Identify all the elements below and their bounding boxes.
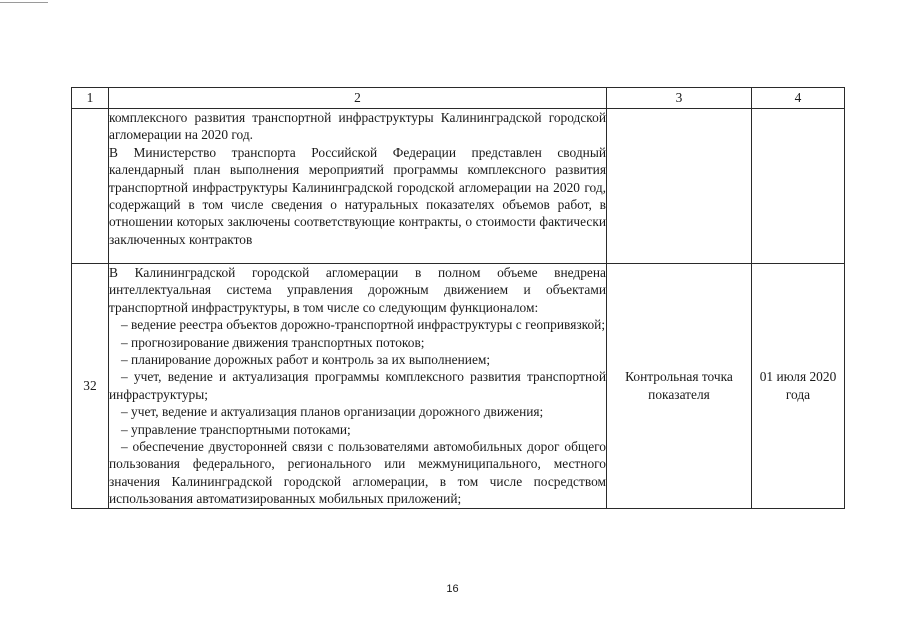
list-item: – учет, ведение и актуализация планов организации дорожного движения;: [121, 404, 544, 420]
corner-line: [0, 2, 48, 3]
list-item: – учет, ведение и актуализация программы комплексного развития транспортной инфраструктуры;: [109, 369, 606, 402]
header-col-3: 3: [607, 88, 752, 109]
row-number: [72, 109, 109, 264]
list-item: – ведение реестра объектов дорожно-транспортной инфраструктуры с геопривязкой;: [121, 317, 606, 333]
header-col-1: 1: [72, 88, 109, 109]
row-type: Контрольная точка показателя: [607, 264, 752, 509]
paragraph: комплексного развития транспортной инфраструктуры Калининградской городской агломерации на 2020 год.: [109, 110, 606, 143]
row-number: 32: [72, 264, 109, 509]
row-description: [109, 264, 607, 509]
table-row: [72, 264, 845, 509]
page-number: 16: [446, 583, 459, 595]
document-table: [71, 87, 845, 509]
row-date: [752, 109, 845, 264]
row-description: [109, 109, 607, 264]
table-row: [72, 109, 845, 264]
table-header-row: [72, 88, 845, 109]
header-col-4: 4: [752, 88, 845, 109]
row-type: [607, 109, 752, 264]
list-item: – обеспечение двусторонней связи с пользователями автомобильных дорог общего пользования федерального, регионального или межмуниципального, местного значения Калининградской городской агломерации, в том числе посредством использования автоматизированных мобильных приложений;: [109, 439, 606, 507]
row-date: 01 июля 2020 года: [752, 264, 845, 509]
paragraph: В Калининградской городской агломерации в полном объеме внедрена интеллектуальная система управления дорожным движением и объектами транспортной инфраструктуры, в том числе со следующим функционалом:: [109, 265, 606, 315]
header-col-2: 2: [109, 88, 607, 109]
paragraph: В Министерство транспорта Российской Федерации представлен сводный календарный план выполнения мероприятий программы комплексного развития транспортной инфраструктуры Калининградской городской агломерации на 2020 год, содержащий в том числе сведения о натуральных показателях объемов работ, в отношении которых заключены соответствующие контракты, о стоимости фактически заключенных контрактов: [109, 144, 606, 247]
list-item: – планирование дорожных работ и контроль за их выполнением;: [121, 352, 491, 368]
list-item: – управление транспортными потоками;: [121, 421, 351, 437]
list-item: – прогнозирование движения транспортных потоков;: [121, 334, 425, 350]
